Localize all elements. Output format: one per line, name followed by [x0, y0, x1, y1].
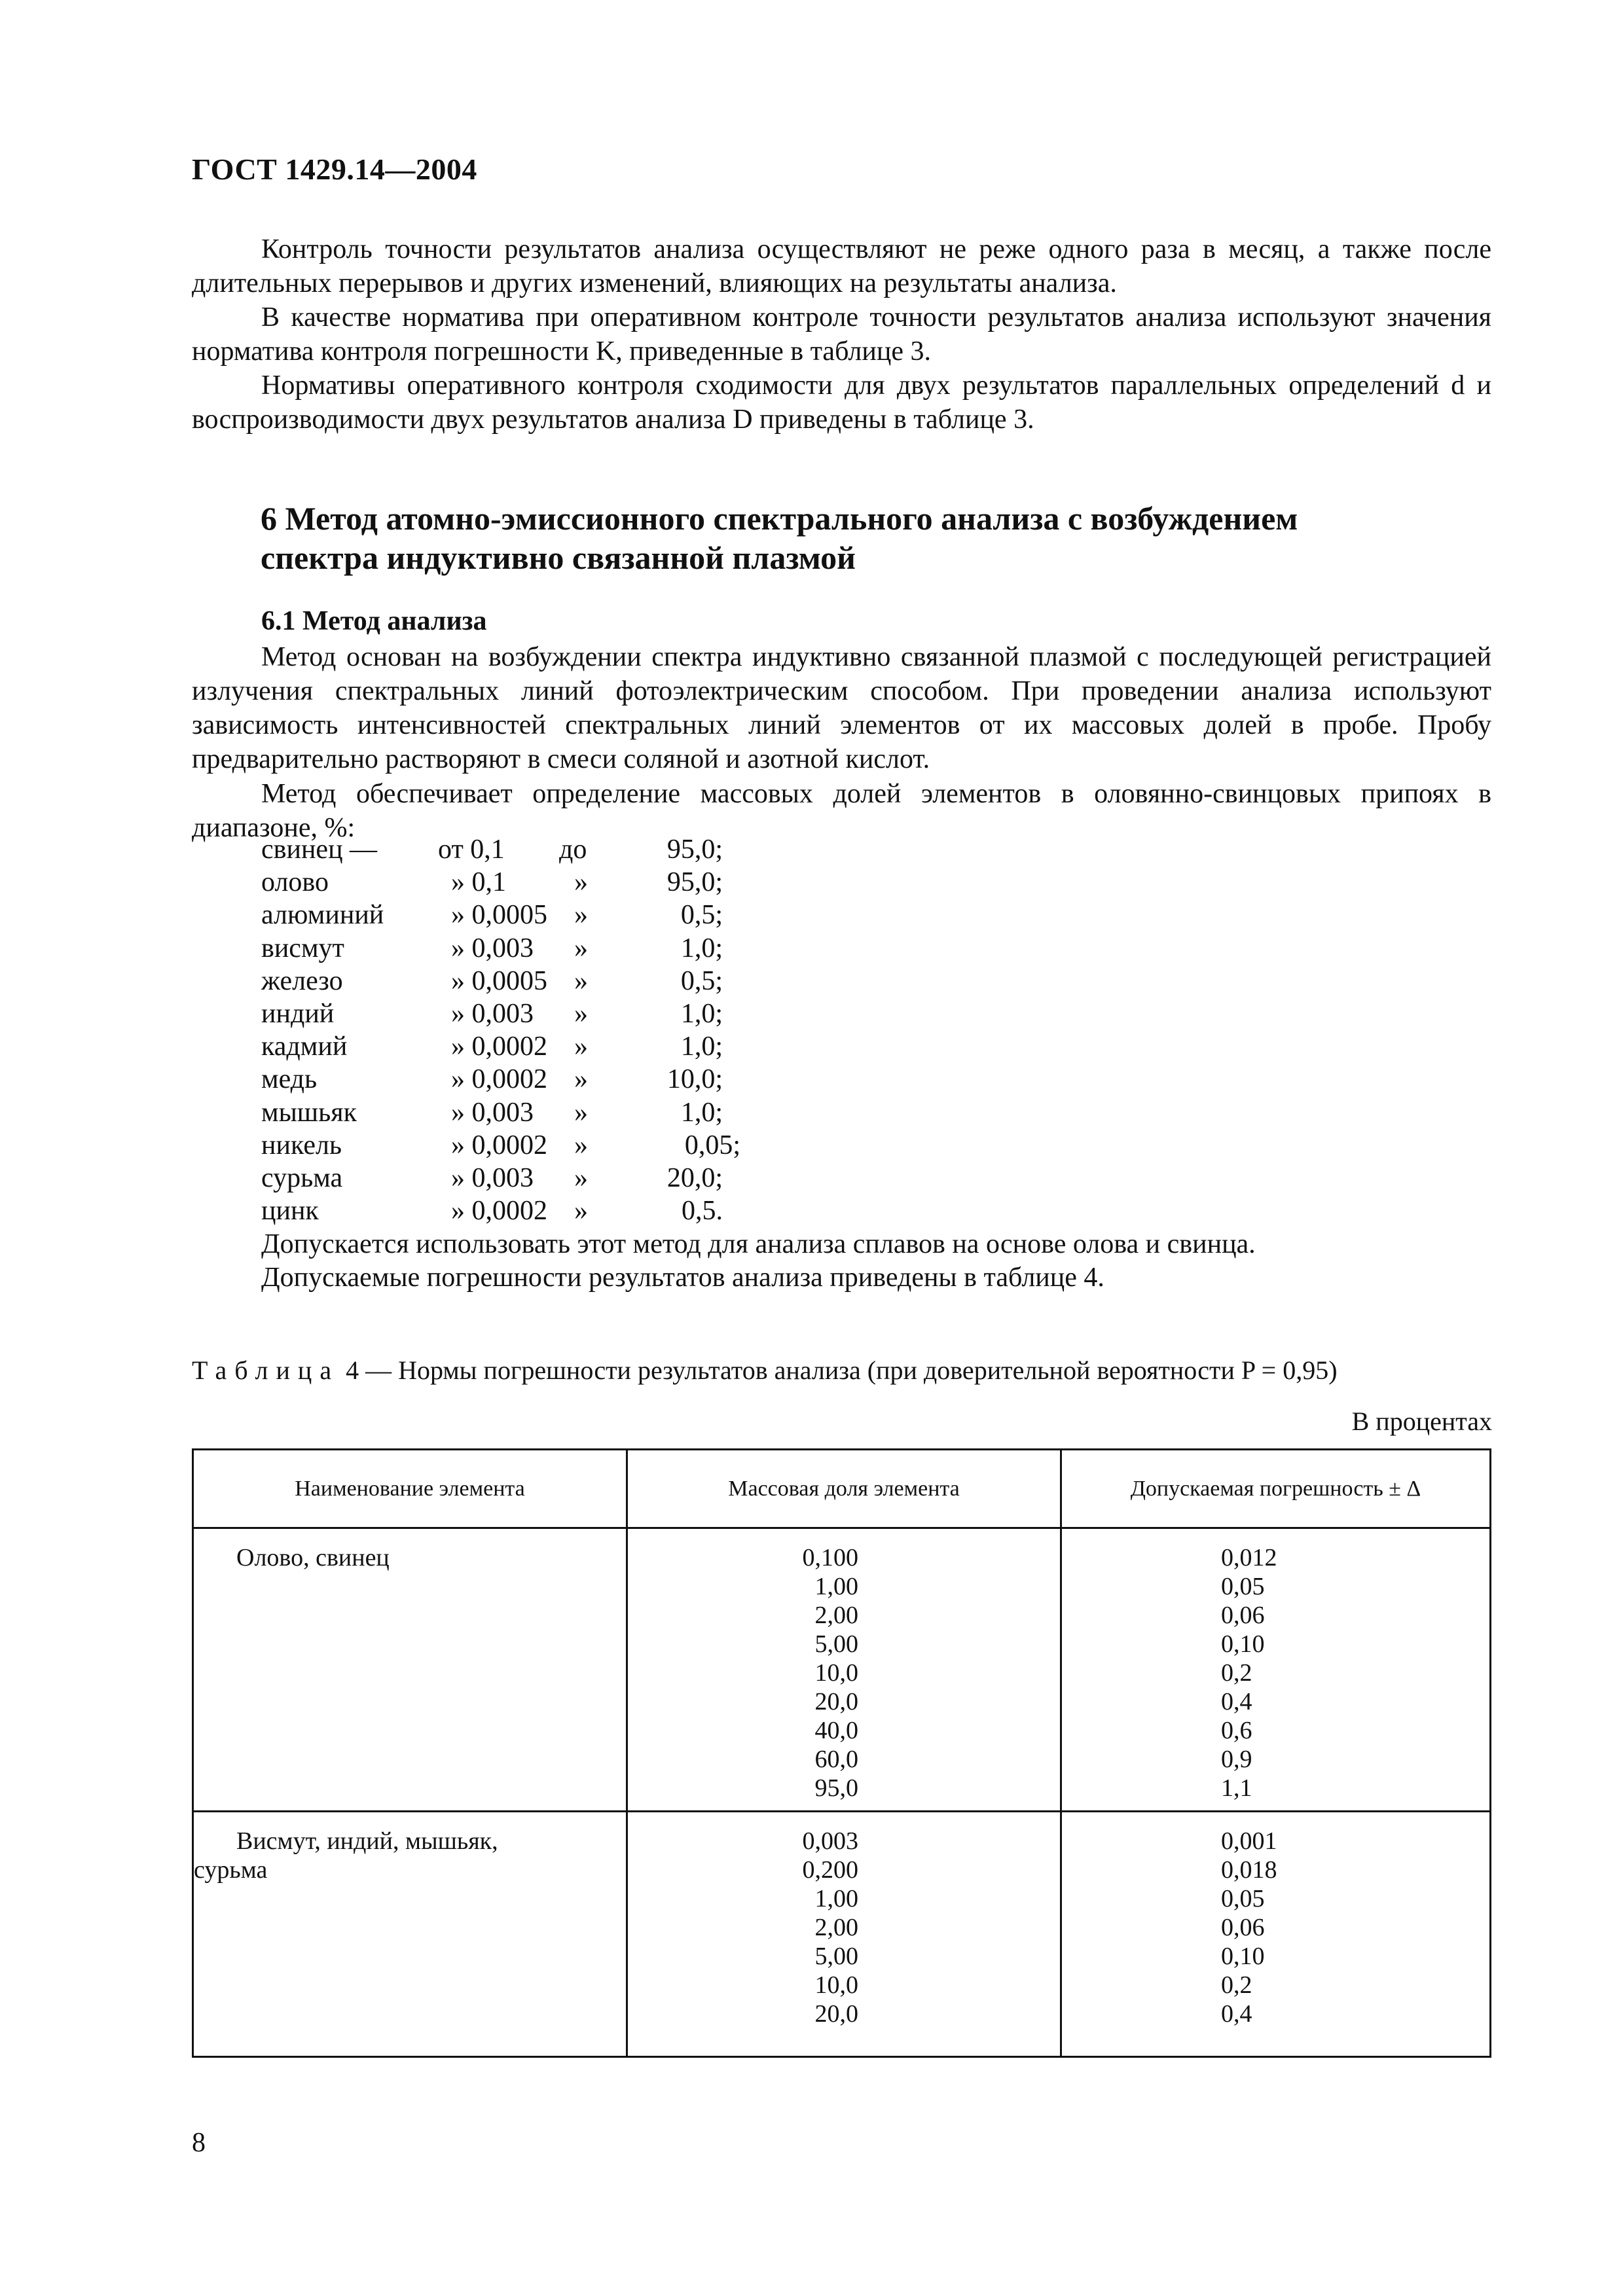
mass-value: 20,0: [814, 1688, 858, 1715]
mass-value: 2,00: [814, 1914, 858, 1941]
range-to: »: [574, 867, 588, 898]
range-max: 95,0;: [666, 834, 723, 865]
error-value: 0,4: [1221, 1688, 1252, 1715]
paragraph-method-basis: Метод основан на возбуждении спектра индуктивно связанной плазмой с последующей регистрацией излучения спектральных линий фотоэлектрическим способом. При проведении анализа используют зависимость интенсивностей спектральных линий элементов от их массовых долей в пробе. Пробу предварительно растворяют в смеси соляной и азотной кислот.: [192, 642, 1491, 774]
header-mass-fraction: Массовая доля элемента: [628, 1450, 1062, 1527]
range-max: 0,5;: [680, 965, 723, 996]
range-element: висмут: [261, 933, 344, 963]
error-value: 0,06: [1221, 1602, 1265, 1629]
section-title: [261, 499, 1439, 577]
error-value: 0,05: [1221, 1573, 1265, 1600]
cell-element-name: [194, 1529, 628, 1810]
error-value: 1,1: [1221, 1774, 1252, 1802]
cell-permissible-error: [1062, 1812, 1489, 2056]
mass-value: 0,003: [802, 1827, 858, 1855]
range-to: »: [574, 1097, 588, 1128]
section-title-line-2: спектра индуктивно связанной плазмой: [261, 539, 856, 576]
table-caption: [192, 1355, 1338, 1386]
table-row: [194, 1812, 1489, 2056]
element-name-line-1: Олово, свинец: [236, 1544, 390, 1571]
range-from: » 0,003: [451, 933, 534, 963]
range-to: »: [574, 965, 588, 996]
document-header: ГОСТ 1429.14—2004: [192, 152, 477, 186]
table-caption-label: Таблица: [192, 1355, 340, 1385]
error-value: 0,001: [1221, 1827, 1277, 1855]
range-max: 20,0;: [666, 1162, 723, 1193]
range-element: сурьма: [261, 1162, 343, 1193]
range-element: индий: [261, 998, 335, 1029]
error-norms-table: [192, 1448, 1491, 2058]
cell-mass-fraction: [628, 1529, 1062, 1810]
paragraph-range-intro: Метод обеспечивает определение массовых долей элементов в оловянно-свинцовых припоях в диапазоне, %:: [192, 779, 1491, 843]
error-values: [1062, 1543, 1489, 1803]
paragraph-control-frequency: Контроль точности результатов анализа осуществляют не реже одного раза в месяц, а также после длительных перерывов и других изменений, влияющих на результаты анализа.: [192, 234, 1491, 298]
mass-value: 0,100: [802, 1544, 858, 1571]
cell-permissible-error: [1062, 1529, 1489, 1810]
range-to: »: [574, 933, 588, 963]
range-max: 10,0;: [666, 1064, 723, 1095]
range-element: олово: [261, 867, 329, 898]
range-to: »: [574, 1031, 588, 1062]
mass-value: 0,200: [802, 1856, 858, 1884]
range-max: 1,0;: [680, 933, 723, 963]
mass-value: 1,00: [814, 1573, 858, 1600]
range-from: » 0,1: [451, 867, 506, 898]
range-to: »: [574, 998, 588, 1029]
range-to: »: [574, 1064, 588, 1095]
error-value: 0,4: [1221, 2000, 1252, 2028]
range-from: » 0,003: [451, 1162, 534, 1193]
mass-value: 5,00: [814, 1630, 858, 1658]
cell-mass-fraction: [628, 1812, 1062, 2056]
range-from: » 0,003: [451, 998, 534, 1029]
error-value: 0,10: [1221, 1943, 1265, 1970]
range-to: до: [559, 834, 587, 865]
element-name-line-2: сурьма: [194, 1856, 268, 1884]
header-element-name: Наименование элемента: [194, 1450, 628, 1527]
range-from: » 0,0005: [451, 965, 547, 996]
range-max: 95,0;: [666, 867, 723, 898]
table-units: В процентах: [1351, 1407, 1492, 1436]
subsection-title: 6.1 Метод анализа: [261, 606, 487, 636]
range-element: железо: [261, 965, 343, 996]
range-max: 0,05;: [684, 1130, 740, 1160]
range-max: 0,5.: [682, 1196, 723, 1227]
header-permissible-error: Допускаемая погрешность ± Δ: [1130, 1476, 1421, 1501]
range-to: »: [574, 1130, 588, 1160]
mass-value: 10,0: [814, 1659, 858, 1687]
paragraph-control-norm: В качестве норматива при оперативном контроле точности результатов анализа используют значения норматива контроля погрешности K, приведенные в таблице 3.: [192, 302, 1491, 367]
error-values: [1062, 1827, 1489, 2028]
mass-values: [628, 1827, 1060, 2028]
mass-value: 20,0: [814, 2000, 858, 2028]
range-to: »: [574, 900, 588, 931]
range-max: 1,0;: [680, 998, 723, 1029]
mass-value: 10,0: [814, 1971, 858, 1999]
error-value: 0,05: [1221, 1885, 1265, 1912]
range-element: мышьяк: [261, 1097, 357, 1128]
element-name-line-1: Висмут, индий, мышьяк,: [236, 1827, 498, 1855]
mass-value: 5,00: [814, 1943, 858, 1970]
range-from: » 0,0002: [451, 1130, 547, 1160]
range-max: 1,0;: [680, 1031, 723, 1062]
mass-value: 2,00: [814, 1602, 858, 1629]
section-title-line-1: 6 Метод атомно-эмиссионного спектрального анализа с возбуждением: [261, 500, 1298, 537]
paragraph-alloy-usage: Допускается использовать этот метод для анализа сплавов на основе олова и свинца.: [261, 1229, 1256, 1259]
range-to: »: [574, 1196, 588, 1227]
error-value: 0,012: [1221, 1544, 1277, 1571]
error-value: 0,2: [1221, 1659, 1252, 1687]
range-from: » 0,0005: [451, 900, 547, 931]
range-element: алюминий: [261, 900, 384, 931]
table-header-row: [194, 1450, 1489, 1529]
error-value: 0,018: [1221, 1856, 1277, 1884]
range-element: кадмий: [261, 1031, 348, 1062]
error-value: 0,10: [1221, 1630, 1265, 1658]
paragraph-table-ref: Допускаемые погрешности результатов анализа приведены в таблице 4.: [261, 1263, 1104, 1293]
table-caption-text: 4 — Нормы погрешности результатов анализа (при доверительной вероятности P = 0,95): [346, 1355, 1338, 1385]
range-from: » 0,0002: [451, 1196, 547, 1227]
range-from: от 0,1: [438, 834, 505, 865]
range-element: свинец —: [261, 834, 378, 865]
range-element: медь: [261, 1064, 318, 1095]
mass-value: 1,00: [814, 1885, 858, 1912]
range-element: никель: [261, 1130, 342, 1160]
range-from: » 0,0002: [451, 1064, 547, 1095]
error-value: 0,6: [1221, 1717, 1252, 1744]
mass-value: 60,0: [814, 1746, 858, 1773]
mass-value: 95,0: [814, 1774, 858, 1802]
paragraph-convergence-norms: Нормативы оперативного контроля сходимости для двух результатов параллельных определений d и воспроизводимости двух результатов анализа D приведены в таблице 3.: [192, 370, 1491, 435]
error-value: 0,06: [1221, 1914, 1265, 1941]
page-number: 8: [192, 2128, 206, 2158]
range-to: »: [574, 1162, 588, 1193]
table-row: [194, 1529, 1489, 1812]
error-value: 0,2: [1221, 1971, 1252, 1999]
mass-value: 40,0: [814, 1717, 858, 1744]
range-element: цинк: [261, 1196, 319, 1227]
error-value: 0,9: [1221, 1746, 1252, 1773]
range-from: » 0,003: [451, 1097, 534, 1128]
range-max: 0,5;: [680, 900, 723, 931]
cell-element-name: [194, 1812, 628, 2056]
mass-values: [628, 1543, 1060, 1803]
range-max: 1,0;: [680, 1097, 723, 1128]
range-from: » 0,0002: [451, 1031, 547, 1062]
